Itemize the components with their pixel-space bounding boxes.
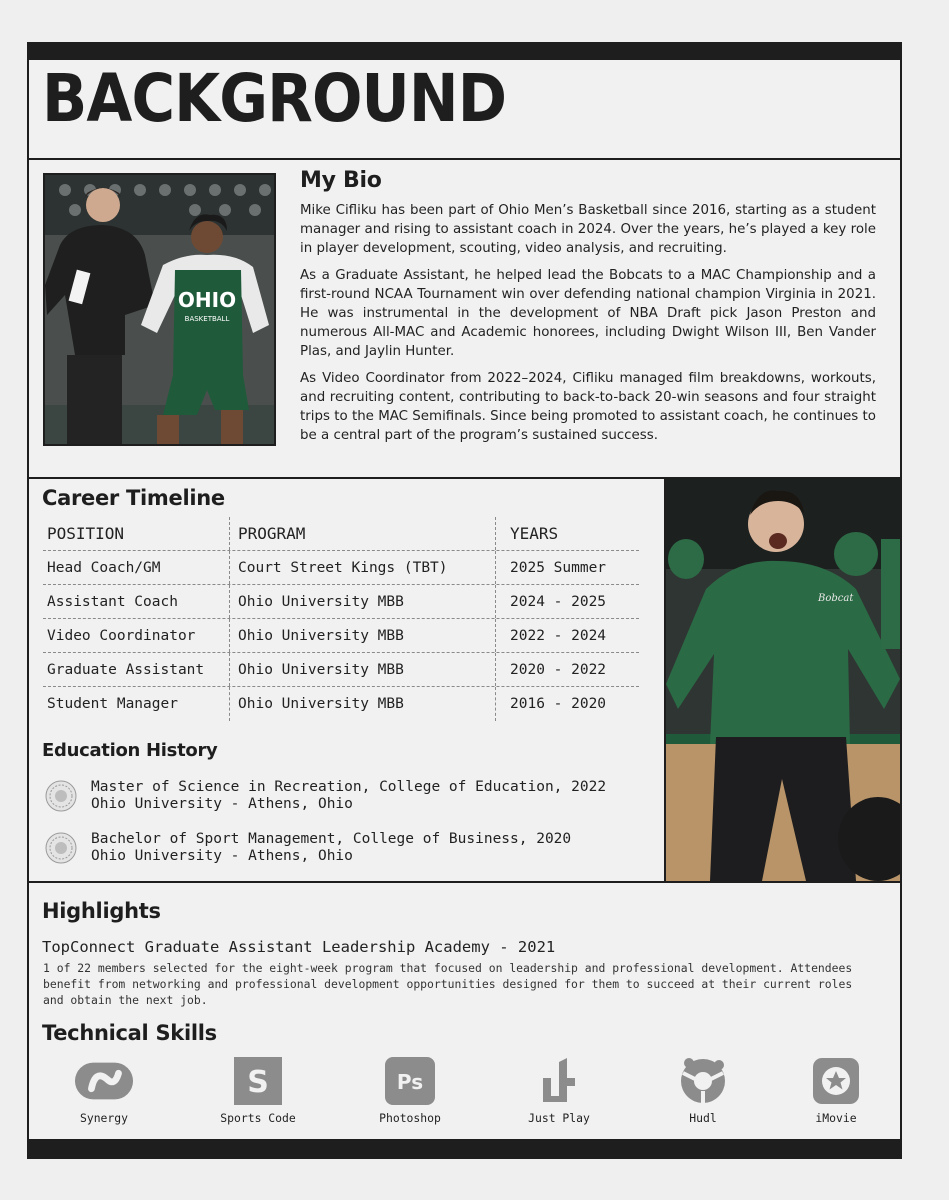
skill-label: Photoshop: [379, 1111, 441, 1125]
synergy-icon: [74, 1061, 134, 1101]
jersey-subtext: BASKETBALL: [184, 315, 230, 323]
shirt-text: Bobcat: [818, 593, 854, 604]
bottom-bar: [29, 1139, 900, 1157]
years-cell: 2024 - 2025: [495, 585, 639, 618]
bio-paragraph: As a Graduate Assistant, he helped lead the Bobcats to a MAC Championship and a first-round NCAA Tournament win over defending national champion Virginia in 2021. He was instrumental in the development of NBA Draft pick Jason Preston and numerous All-MAC and Academic honorees, including Dwight Wilson III, Ben Vander Plas, and Jaylin Hunter.: [300, 268, 876, 359]
imovie-icon: [813, 1058, 859, 1104]
position-cell: Student Manager: [47, 696, 178, 712]
page-title: BACKGROUND: [42, 60, 507, 137]
skill-item: [499, 1056, 619, 1125]
skill-label: Hudl: [689, 1111, 717, 1125]
degree-text: Bachelor of Sport Management, College of Business, 2020: [91, 831, 572, 847]
university-seal-icon: [45, 780, 77, 812]
skill-item: [198, 1056, 318, 1125]
program-cell: Ohio University MBB: [229, 687, 495, 721]
position-cell: Head Coach/GM: [47, 559, 161, 576]
skill-label: Just Play: [528, 1111, 590, 1125]
skill-label: Synergy: [79, 1111, 128, 1125]
skill-item: [776, 1056, 896, 1125]
svg-text:S: S: [247, 1065, 269, 1100]
highlight-description: 1 of 22 members selected for the eight-week program that focused on leadership and professional development. Attendees benefit from networking and professional development opportunities designed for them to succeed at their current roles and obtain the next job.: [43, 961, 853, 1007]
justplay-icon: [539, 1056, 579, 1106]
table-row: [43, 551, 639, 585]
program-cell: Ohio University MBB: [229, 585, 495, 618]
bio-paragraph: Mike Cifliku has been part of Ohio Men’s Basketball since 2016, starting as a student manager and rising to assistant coach in 2024. Over the years, he’s played a key role in player development, scouting, video analysis, and recruiting.: [300, 203, 876, 256]
highlight-title: TopConnect Graduate Assistant Leadership Academy - 2021: [42, 938, 556, 956]
education-heading: Education History: [42, 740, 218, 761]
education-item: [45, 831, 645, 865]
bio-photo: [43, 173, 276, 446]
skill-item: [643, 1056, 763, 1125]
highlights-heading: Highlights: [42, 899, 161, 923]
years-cell: 2016 - 2020: [495, 687, 639, 721]
bio-paragraph: As Video Coordinator from 2022–2024, Cifliku managed film breakdowns, workouts, and recruiting content, contributing to back-to-back 20-win seasons and four straight trips to the MAC Semifinals. Since being promoted to assistant coach, he continues to be a central part of the program’s sustained success.: [300, 371, 876, 443]
school-text: Ohio University - Athens, Ohio: [91, 796, 353, 812]
photoshop-icon: [385, 1057, 435, 1105]
skill-item: [44, 1056, 164, 1125]
bio-heading: My Bio: [300, 168, 382, 193]
skills-heading: Technical Skills: [42, 1021, 217, 1045]
table-row: [43, 619, 639, 653]
program-cell: Ohio University MBB: [229, 653, 495, 686]
position-cell: Graduate Assistant: [47, 661, 205, 678]
years-cell: 2025 Summer: [495, 551, 639, 584]
column-header: YEARS: [495, 517, 639, 550]
position-cell: Assistant Coach: [47, 593, 178, 610]
school-text: Ohio University - Athens, Ohio: [91, 848, 353, 864]
column-header: POSITION: [47, 524, 125, 543]
skill-item: [350, 1056, 470, 1125]
degree-text: Master of Science in Recreation, College of Education, 2022: [91, 779, 607, 795]
jersey-text: OHIO: [177, 288, 237, 312]
skill-label: Sports Code: [220, 1111, 296, 1125]
timeline-heading: Career Timeline: [42, 486, 225, 510]
program-cell: Ohio University MBB: [229, 619, 495, 652]
table-row: [43, 653, 639, 687]
bio-section: [300, 168, 876, 455]
table-row: [43, 585, 639, 619]
skill-label: iMovie: [815, 1111, 857, 1125]
university-seal-icon: [45, 832, 77, 864]
timeline-table: [43, 517, 639, 721]
column-header: PROGRAM: [229, 517, 495, 550]
hudl-icon: [677, 1055, 729, 1107]
resume-page: [27, 42, 902, 1159]
divider: [29, 158, 900, 160]
years-cell: 2020 - 2022: [495, 653, 639, 686]
program-cell: Court Street Kings (TBT): [229, 551, 495, 584]
divider: [29, 881, 900, 883]
svg-text:Ps: Ps: [396, 1070, 424, 1094]
coach-photo: [666, 479, 900, 881]
skills-row: [29, 1056, 900, 1136]
sportscode-icon: [234, 1057, 282, 1105]
table-row: [43, 687, 639, 721]
top-bar: [29, 44, 900, 60]
education-item: [45, 779, 645, 813]
years-cell: 2022 - 2024: [495, 619, 639, 652]
position-cell: Video Coordinator: [47, 627, 196, 644]
table-header-row: [43, 517, 639, 551]
